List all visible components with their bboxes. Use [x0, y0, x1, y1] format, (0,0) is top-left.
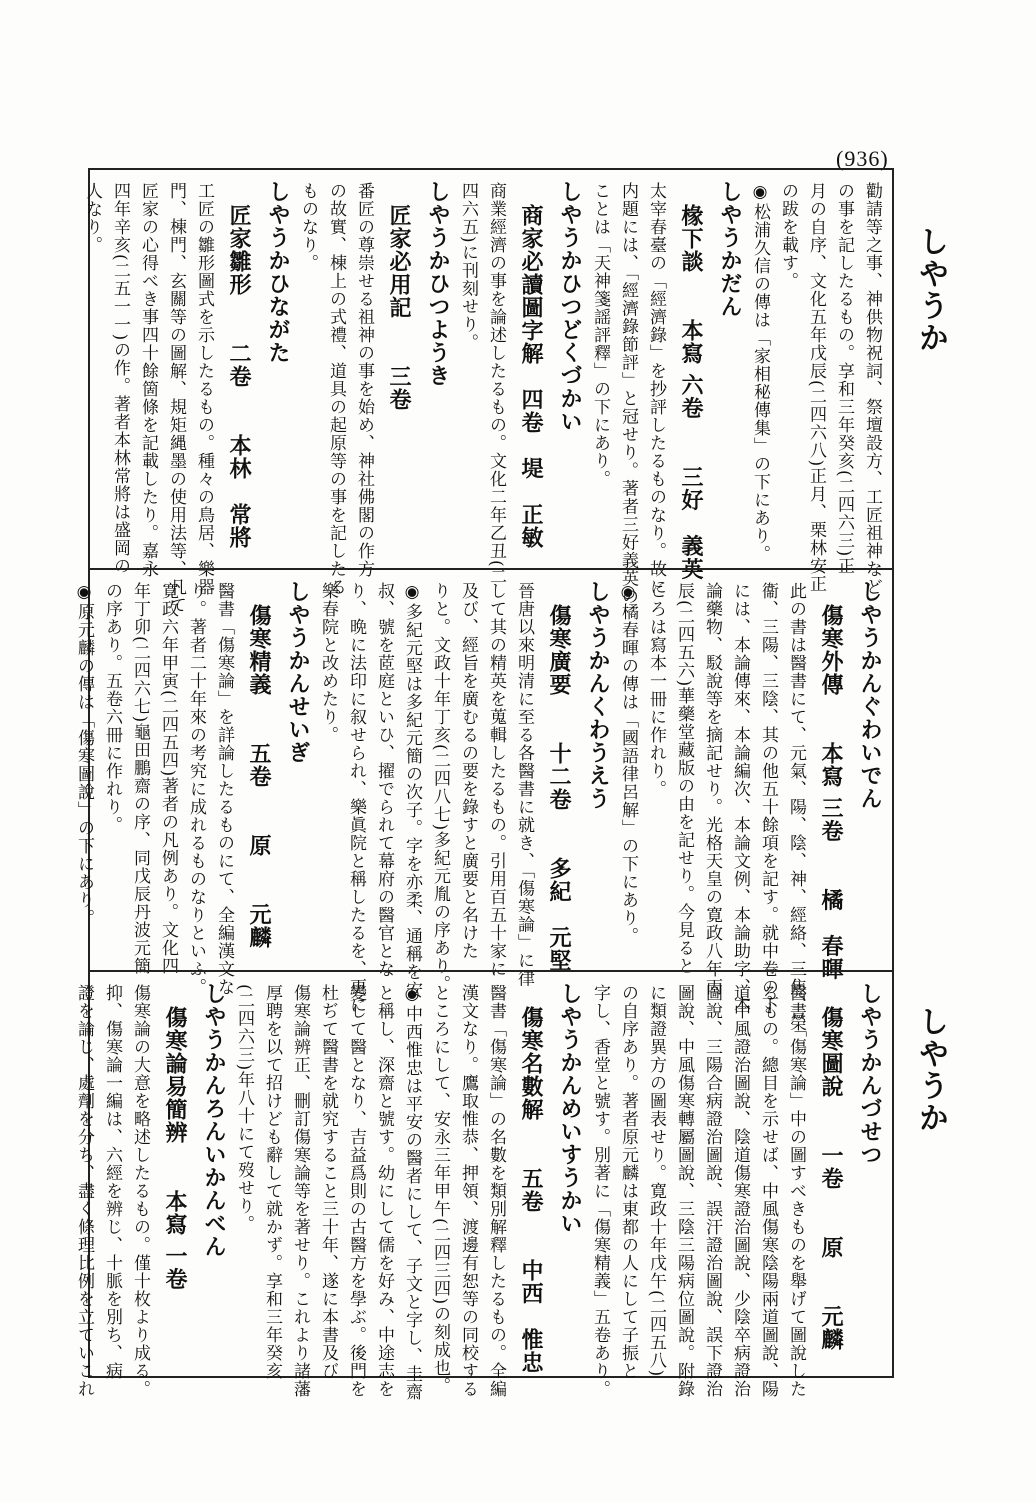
bottom-band-body-column: 道中風證治圖說、陰道傷寒證治圖說、少陰卒病證治 [730, 984, 750, 1398]
middle-band-body-column: 及び、經旨を廣むるの要を錄すと廣要と名けた [458, 582, 478, 960]
middle-band-note-column: ◉橘春暉の傳は「國語律呂解」の下にあり。 [618, 582, 638, 945]
top-band-title-column: 匠家雛形 二卷 本林 常將 [226, 204, 252, 549]
middle-band-note-column: ◉原元麟の傳は「傷寒圖說」の下にあり。 [74, 582, 94, 927]
middle-band-columns [74, 580, 882, 1032]
bottom-band-body-column: 字し、香堂と號す。別著に「傷寒精義」五卷あり。 [590, 984, 610, 1398]
bottom-band-body-column: 證を論じ、處劑を分ち、盡く條理比例を立ていこれ [74, 984, 94, 1398]
page-number: (936) [836, 146, 889, 171]
top-band [82, 170, 892, 614]
bottom-band-reading-column: しやうかんづせつ [857, 982, 882, 1166]
top-band-body-column: 商業經濟の事を論述したるもの。文化二年乙丑(二 [486, 182, 506, 586]
top-band-body-column: の跋を載す。 [778, 182, 798, 290]
bottom-band-body-column: 圖說、中風傷寒轉屬圖說、三陰三陽病位圖說。附錄 [674, 984, 694, 1398]
top-band-reading-column: しやうかひつようき [425, 180, 450, 387]
middle-band-body-column: 辰(二四五六)華藥堂藏版の由を記せり。今見ると [674, 582, 694, 976]
middle-band-body-column: 年丁卯(二四六七)龜田鵬齋の序、同戊辰丹波元簡 [130, 582, 150, 976]
middle-band-body-column: には、本論傳來、本論編次、本論文例、本論助字、本 [730, 582, 750, 1014]
top-band-body-column: 内題には、「經濟錄節評」と冠せり。著者三好義英の [618, 182, 638, 606]
bottom-band-title-column: 傷寒論易簡辨 本寫 一卷 [162, 1006, 188, 1291]
bottom-band-body-column: るもの。總目を示せば、中風傷寒陰陽兩道圖說、陽 [758, 984, 778, 1398]
middle-band-body-column: 叔、號を茝庭といひ、擢でられて幕府の醫官とな [374, 582, 394, 978]
top-band-body-column: ことは「天神箋謡評釋」の下にあり。 [590, 182, 610, 488]
top-band-body-column: 四六五)に刊刻せり。 [458, 182, 478, 352]
bottom-band-body-column: (二四六三)年八十にて歿せり。 [234, 984, 254, 1234]
middle-band-body-column: り、晩に法印に叙せられ、樂眞院と稱したるを、更に [346, 582, 366, 1014]
middle-band-reading-column: しやうかんくわうえう [585, 580, 610, 810]
top-band-body-column: 人なり。 [82, 182, 102, 254]
bottom-band-body-column: 變して醫となり、吉益爲則の古醫方を學ぶ。後門を [346, 984, 366, 1398]
running-header-top: しやうか [913, 226, 948, 354]
middle-band-body-column: 晉唐以來明清に至る各醫書に就き、「傷寒論」に律 [514, 582, 534, 988]
top-band-body-column: ものなり。 [298, 182, 318, 272]
bottom-band-body-column: 醫書「傷寒論」の名數を類別解釋したるもの。全編 [486, 984, 506, 1398]
top-band-note-column: ◉松浦久信の傳は「家相秘傳集」の下にあり。 [750, 182, 770, 563]
bottom-band-reading-column: しやうかんめいすうかい [557, 982, 582, 1235]
bottom-band-title-column: 傷寒圖說 一卷 原 元麟 [818, 1006, 844, 1351]
bottom-band-body-column: 厚聘を以て招けども辭して就かず。享和三年癸亥 [262, 984, 282, 1380]
top-band-title-column: 椽下談 本寫 六卷 三好 義英 [678, 204, 704, 581]
bottom-band-body-column: の自序あり。著者原元麟は東都の人にして子振と [618, 984, 638, 1380]
middle-band-body-column: 樂春院と改めたり。 [318, 582, 338, 744]
bottom-band-body-column: 杜ぢて醫書を就究すること三十年、遂に本書及び [318, 984, 338, 1380]
middle-band-body-column: ころは寫本一冊に作れり。 [646, 582, 666, 798]
top-band-reading-column: しやうかだん [717, 180, 742, 318]
bottom-band-columns [74, 982, 882, 1401]
middle-band-body-column: 論藥物、駁說等を摘記せり。光格天皇の寛政八年丙 [702, 582, 722, 996]
middle-band-body-column: 此の書は醫書にて、元氣、陽、陰、神、經絡、三焦、榮 [786, 582, 806, 1032]
top-band-body-column: 工匠の雛形圖式を示したるもの。種々の鳥居、樂器 [194, 182, 214, 596]
middle-band-reading-column: しやうかんせいぎ [285, 580, 310, 764]
bottom-band-body-column: 醫書「傷寒論」中の圖すべきものを舉げて圖說した [786, 984, 806, 1398]
bottom-band-body-column: に類證異方の圖表せり。寛政十年戊午(二四五八) [646, 984, 666, 1378]
top-band-columns [82, 180, 882, 614]
bottom-band-body-column: 抑、傷寒論一編は、六經を辨じ、十脈を別ち、病 [102, 984, 122, 1380]
top-band-title-column: 匠家必用記 三卷 [386, 204, 412, 411]
middle-band-body-column: して其の精英を蒐輯したるもの。引用百五十家に [486, 582, 506, 978]
middle-band-body-column: 寛政六年甲寅(二四五四)著者の凡例あり。文化四 [158, 582, 178, 976]
bottom-band-title-column: 傷寒名數解 五卷 中西 惟忠 [518, 1006, 544, 1374]
middle-band-note-column: ◉多紀元堅は多紀元簡の次子。字を亦柔、通稱を安 [402, 582, 422, 999]
top-band-body-column: 四年辛亥(二五一一)の作。著者本林常將は盛岡の [110, 182, 130, 576]
top-band-body-column: 門、棟門、玄關等の圖解、規矩縄墨の使用法等、凡て [166, 182, 186, 614]
middle-band-title-column: 傷寒廣要 十二卷 多紀 元堅 [546, 604, 572, 972]
middle-band-body-column: 醫書「傷寒論」を詳論したるものにて、全編漢文な [214, 582, 234, 996]
bottom-band-body-column: 漢文なり。鷹取惟恭、押領、渡邊有恕等の同校する [458, 984, 478, 1398]
middle-band-body-column: 衞、三陽、三陰、其の他五十餘項を記す。就中卷の下 [758, 582, 778, 1014]
middle-band-body-column: の序あり。五卷六冊に作れり。 [102, 582, 122, 834]
bottom-band-body-column: 圖說、三陽合病證治圖說、誤汗證治圖說、誤下證治 [702, 984, 722, 1398]
bottom-band-body-column: 傷寒論の大意を略述したるもの。僅十枚より成る。 [130, 984, 150, 1398]
top-band-title-column: 商家必讀圖字解 四卷 堤 正敏 [518, 204, 544, 549]
middle-band-title-column: 傷寒精義 五卷 原 元麟 [246, 604, 272, 949]
top-band-body-column: 月の自序、文化五年戊辰(二四六八)正月、栗林安正 [806, 182, 826, 594]
top-band-body-column: 太宰春臺の「經濟錄」を抄評したるものなり。故に [646, 182, 666, 596]
bottom-band-reading-column: しやうかんろんいかんべん [201, 982, 226, 1258]
running-header-bottom: しやうか [913, 1006, 948, 1134]
middle-band-body-column: りと。文政十年丁亥(二四八七)多紀元胤の序あり。 [430, 582, 450, 994]
bottom-band-note-column: ◉中西惟忠は平安の醫者にして、子文と字し、圭齋 [402, 984, 422, 1401]
middle-band-title-column: 傷寒外傳 本寫 三卷 橘 春暉 [818, 604, 844, 981]
top-band-reading-column: しやうかひつどくづかい [557, 180, 582, 433]
top-band-body-column: の故實、棟上の式禮、道具の起原等の事を記したる [326, 182, 346, 596]
middle-band [74, 570, 892, 1032]
bottom-band-body-column: 傷寒論辨正、刪訂傷寒論等を著せり。これより諸藩 [290, 984, 310, 1398]
top-band-body-column: の事を記したるもの。享和三年癸亥(二四六三)正 [834, 182, 854, 576]
top-band-body-column: 勸請等之事、神供物祝詞、祭壇設方、工匠祖神など [862, 182, 882, 596]
top-band-body-column: 匠家の心得べき事四十餘箇條を記載したり。嘉永 [138, 182, 158, 578]
top-band-reading-column: しやうかひながた [265, 180, 290, 364]
page-frame [74, 168, 894, 1401]
bottom-band-body-column: ところにして、安永三年甲午(二四三四)の刻成也。 [430, 984, 450, 1396]
top-band-body-column: 番匠の尊崇せる祖神の事を始め、神社佛閣の作方 [354, 182, 374, 578]
middle-band-body-column: り。著者二十年來の考究に成れるものなりといふ。 [186, 582, 206, 996]
bottom-band-body-column: と稱し、深齋と號す。幼にして儒を好み、中途志を [374, 984, 394, 1398]
bottom-band [74, 972, 892, 1401]
middle-band-reading-column: しやうかんぐわいでん [857, 580, 882, 810]
